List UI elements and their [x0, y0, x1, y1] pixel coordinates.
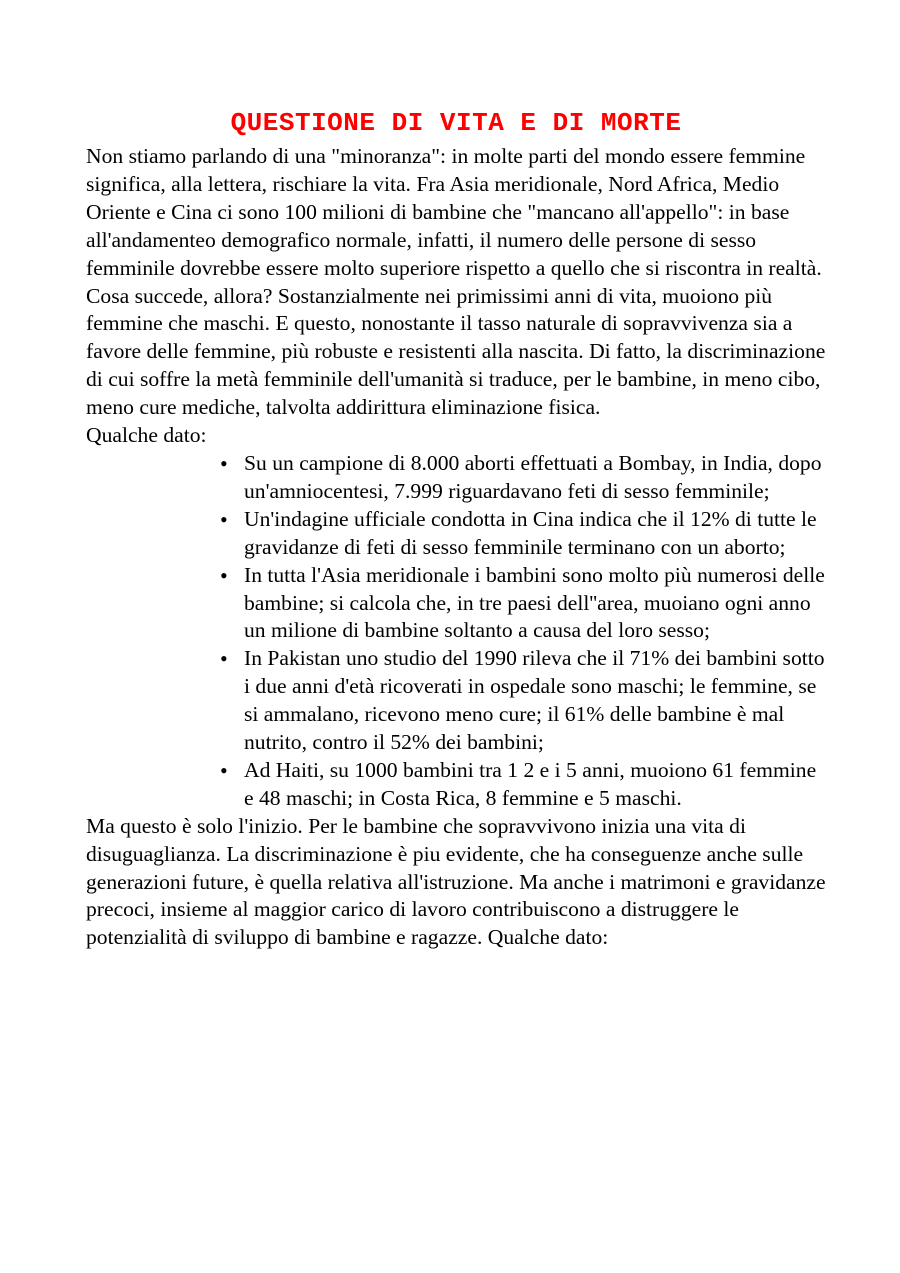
list-item: • Un'indagine ufficiale condotta in Cina indica che il 12% di tutte le gravidanze di feti di sesso femminile terminano con un aborto; [86, 506, 826, 562]
list-item: • In Pakistan uno studio del 1990 rileva che il 71% dei bambini sotto i due anni d'età ricoverati in ospedale sono maschi; le femmine, se si ammalano, ricevono meno cure; il 61% delle bambine è mal nutrito, contro il 52% dei bambini; [86, 645, 826, 757]
data-heading: Qualche dato: [86, 423, 207, 448]
list-item: • Ad Haiti, su 1000 bambini tra 1 2 e i 5 anni, muoiono 61 femmine e 48 maschi; in Costa Rica, 8 femmine e 5 maschi. [86, 757, 826, 813]
document-page [86, 108, 826, 952]
closing-paragraph: Ma questo è solo l'inizio. Per le bambine che sopravvivono inizia una vita di disuguaglianza. La discriminazione è piu evidente, che ha conseguenze anche sulle generazioni future, è quella relativa all'istruzione. Ma anche i matrimoni e gravidanze precoci, insieme al maggior carico di lavoro contribuiscono a distruggere le potenzialità di sviluppo di bambine e ragazze. Qualche dato: [86, 813, 826, 950]
list-item: • In tutta l'Asia meridionale i bambini sono molto più numerosi delle bambine; si calcola che, in tre paesi dell''area, muoiano ogni anno un milione di bambine soltanto a causa del loro sesso; [86, 562, 826, 646]
statistics-list [86, 450, 826, 813]
list-item: • Su un campione di 8.000 aborti effettuati a Bombay, in India, dopo un'amniocentesi, 7.999 riguardavano feti di sesso femminile; [86, 450, 826, 506]
page-title: QUESTIONE DI VITA E DI MORTE [230, 108, 682, 138]
intro-paragraph: Non stiamo parlando di una "minoranza": in molte parti del mondo essere femmine significa, alla lettera, rischiare la vita. Fra Asia meridionale, Nord Africa, Medio Oriente e Cina ci sono 100 milioni di bambine che "mancano all'appello": in base all'andamenteo demografico normale, infatti, il numero delle persone di sesso femminile dovrebbe essere molto superiore rispetto a quello che si riscontra in realtà. Cosa succede, allora? Sostanzialmente nei primissimi anni di vita, muoiono più femmine che maschi. E questo, nonostante il tasso naturale di sopravvivenza sia a favore delle femmine, più robuste e resistenti alla nascita. Di fatto, la discriminazione di cui soffre la metà femminile dell'umanità si traduce, per le bambine, in meno cibo, meno cure mediche, talvolta addirittura eliminazione fisica. [86, 144, 826, 420]
